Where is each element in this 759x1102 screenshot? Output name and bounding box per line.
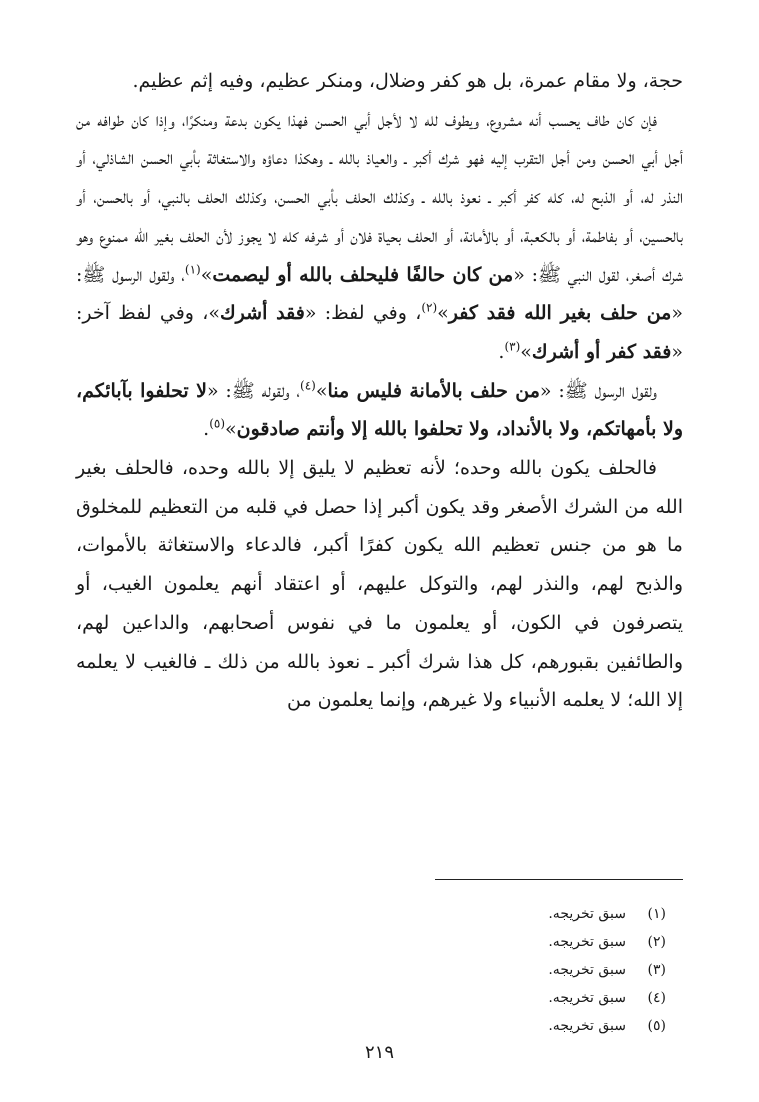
paragraph-1: حجة، ولا مقام عمرة، بل هو كفر وضلال، ومنكر عظيم، وفيه إثم عظيم. — [132, 70, 683, 92]
footnote-ref[interactable]: (٢) — [421, 300, 438, 315]
quote-close: » — [437, 302, 449, 325]
footnote-text: سبق تخريجه. — [548, 990, 626, 1006]
footnote-text: سبق تخريجه. — [548, 1018, 626, 1034]
hadith-quote: لا تحلفوا بآبائكم، ولا بأمهاتكم، ولا بالأنداد، ولا تحلفوا بالله إلا وأنتم صادقون — [76, 379, 683, 441]
quote-close: » — [520, 340, 532, 363]
paragraph-4: فالحلف يكون بالله وحده؛ لأنه تعظيم لا يليق إلا بالله وحده، فالحلف بغير الله من الشرك الأصغر وقد يكون أكبر إذا حصل في قلبه من التعظيم للمخلوق ما هو من جنس تعظيم الله يكون كفرًا أكبر، فالدعاء والاستغاثة بالأموات، والذبح لهم، والنذر لهم، والتوكل عليهم، أو اعتقاد أنهم يعلمون الغيب، أو يتصرفون في الكون، أو يعلمون ما في نفوس أصحابهم، والداعين لهم، والطائفين بقبورهم، كل هذا شرك أكبر ـ نعوذ بالله من ذلك ـ فالغيب لا يعلمه إلا الله؛ لا يعلمه الأنبياء ولا غيرهم، وإنما يعلمون من — [76, 457, 683, 712]
paragraph-2-text: »، وفي لفظ آخر: « — [76, 302, 683, 363]
footnote-ref[interactable]: (٥) — [209, 417, 226, 431]
footnote-item — [366, 928, 666, 956]
footnote-text: سبق تخريجه. — [548, 934, 626, 950]
paragraph-3-text: . — [203, 418, 210, 441]
hadith-quote: من حلف بغير الله فقد كفر — [448, 302, 672, 325]
footnote-item — [366, 956, 666, 984]
paragraph-3-text: ، ولقوله ﷺ: « — [206, 379, 301, 402]
footnote-item — [366, 1012, 666, 1040]
footnotes-list — [366, 900, 666, 1040]
main-text — [76, 62, 683, 822]
footnote-number: (٥) — [647, 1018, 666, 1034]
page-number: ٢١٩ — [364, 1042, 394, 1063]
quote-close: » — [315, 379, 328, 402]
footnote-ref[interactable]: (٤) — [300, 378, 316, 393]
quote-close: » — [225, 418, 237, 441]
footnote-number: (٢) — [647, 934, 666, 950]
footnote-text: سبق تخريجه. — [548, 906, 626, 922]
footnote-number: (٣) — [647, 962, 666, 978]
paragraph-3-text: ولقول الرسول ﷺ: « — [539, 379, 658, 402]
footnote-number: (١) — [647, 906, 666, 922]
hadith-quote: فقد أشرك — [220, 302, 305, 325]
paragraph-3 — [76, 372, 683, 449]
quote-close: » — [200, 263, 213, 286]
footnote-text: سبق تخريجه. — [548, 962, 626, 978]
footnote-item — [366, 984, 666, 1012]
paragraph-2-text: ، ولقول الرسول ﷺ: « — [76, 263, 683, 325]
footnote-number: (٤) — [647, 990, 666, 1006]
paragraph-2 — [76, 101, 683, 372]
hadith-quote: من كان حالفًا فليحلف بالله أو ليصمت — [212, 263, 514, 286]
footnote-item — [366, 900, 666, 928]
paragraph-2-text: فإن كان طاف يحسب أنه مشروع، ويطوف لله لا لأجل أبي الحسن فهذا يكون بدعة ومنكرًا، وإذا كان طوافه من أجل أبي الحسن ومن أجل التقرب إليه فهو شرك أكبر ـ والعياذ بالله ـ وهكذا دعاؤه والاستغاثة بأبي الحسن الشاذلي، أو النذر له، أو الذبح له، كله كفر أكبر ـ نعوذ بالله ـ وكذلك الحلف بأبي الحسن، وكذلك الحلف بالنبي، أو بالحسن، أو بالحسين، أو بفاطمة، أو بالكعبة، أو بالأمانة، أو الحلف بحياة فلان أو شرفه كله لا يجوز لأن الحلف بغير الله ممنوع وهو شرك أصغر، لقول النبي ﷺ: « — [76, 108, 683, 286]
footnote-ref[interactable]: (١) — [184, 262, 201, 277]
footnote-ref[interactable]: (٣) — [504, 339, 521, 354]
hadith-quote: فقد كفر أو أشرك — [531, 340, 672, 363]
paragraph-2-text: . — [498, 340, 505, 363]
hadith-quote: من حلف بالأمانة فليس منا — [327, 379, 540, 402]
footnote-divider — [435, 879, 683, 880]
paragraph-2-text: ، وفي لفظ: « — [304, 302, 422, 325]
